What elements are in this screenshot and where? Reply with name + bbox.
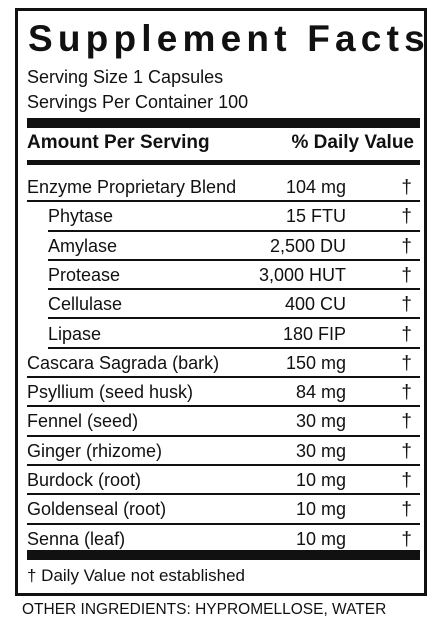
table-row	[48, 261, 420, 290]
table-row	[48, 320, 420, 349]
nutrient-amount: 15 FTU	[285, 206, 346, 227]
table-row	[27, 437, 420, 466]
daily-value-symbol: †	[401, 528, 412, 550]
servings-per-container: Servings Per Container 100	[27, 92, 249, 112]
table-row	[48, 232, 420, 261]
nutrient-name: Cascara Sagrada (bark)	[27, 352, 220, 373]
nutrient-name: Cellulase	[48, 294, 123, 315]
thick-divider-top	[27, 118, 420, 128]
header-amount-per-serving: Amount Per Serving	[27, 132, 210, 153]
table-row	[27, 466, 420, 495]
daily-value-symbol: †	[401, 352, 412, 374]
daily-value-symbol: †	[401, 440, 412, 462]
nutrient-name: Fennel (seed)	[27, 411, 139, 432]
daily-value-symbol: †	[401, 382, 412, 404]
daily-value-symbol: †	[401, 470, 412, 491]
nutrient-amount: 400 CU	[284, 294, 346, 315]
supplement-facts-panel	[15, 8, 430, 596]
daily-value-symbol: †	[401, 235, 412, 257]
nutrient-name: Phytase	[48, 206, 114, 227]
daily-value-symbol: †	[401, 323, 412, 345]
nutrient-name: Burdock (root)	[27, 470, 142, 490]
nutrient-amount: 104 mg	[285, 177, 346, 197]
table-row	[27, 173, 420, 202]
nutrient-amount: 30 mg	[295, 411, 346, 432]
nutrient-amount: 30 mg	[295, 440, 346, 461]
nutrient-name: Enzyme Proprietary Blend	[27, 177, 237, 197]
nutrient-amount: 3,000 HUT	[258, 264, 346, 285]
nutrient-name: Ginger (rhizome)	[27, 440, 163, 461]
nutrient-amount: 10 mg	[295, 470, 346, 490]
table-row	[27, 349, 420, 378]
nutrient-amount: 2,500 DU	[269, 235, 346, 256]
daily-value-symbol: †	[401, 177, 412, 198]
nutrient-amount: 10 mg	[295, 528, 346, 549]
nutrient-amount: 150 mg	[285, 352, 346, 373]
medium-divider	[27, 160, 420, 165]
daily-value-symbol: †	[401, 411, 412, 433]
nutrient-name: Protease	[48, 264, 121, 285]
daily-value-symbol: †	[401, 294, 412, 316]
footnote: † Daily Value not established	[27, 566, 245, 585]
table-row	[48, 202, 420, 231]
header-daily-value: % Daily Value	[291, 132, 414, 153]
daily-value-symbol: †	[401, 206, 412, 228]
nutrient-amount: 10 mg	[295, 499, 346, 520]
nutrient-amount: 180 FIP	[282, 323, 346, 344]
table-row	[48, 290, 420, 319]
table-row	[27, 495, 420, 524]
panel-title: Supplement Facts	[28, 18, 430, 59]
nutrient-name: Goldenseal (root)	[27, 499, 167, 520]
table-header	[27, 128, 420, 158]
nutrient-name: Lipase	[48, 323, 102, 344]
table-row	[27, 407, 420, 436]
serving-size: Serving Size 1 Capsules	[27, 67, 224, 87]
nutrient-amount: 84 mg	[295, 382, 346, 403]
nutrient-name: Amylase	[48, 235, 118, 256]
table-row	[27, 378, 420, 407]
daily-value-symbol: †	[401, 499, 412, 521]
other-ingredients: OTHER INGREDIENTS: HYPROMELLOSE, WATER	[22, 601, 387, 618]
nutrient-name: Psyllium (seed husk)	[27, 382, 194, 403]
daily-value-symbol: †	[401, 264, 412, 286]
nutrient-name: Senna (leaf)	[27, 528, 126, 549]
thick-divider-bottom	[27, 550, 420, 560]
